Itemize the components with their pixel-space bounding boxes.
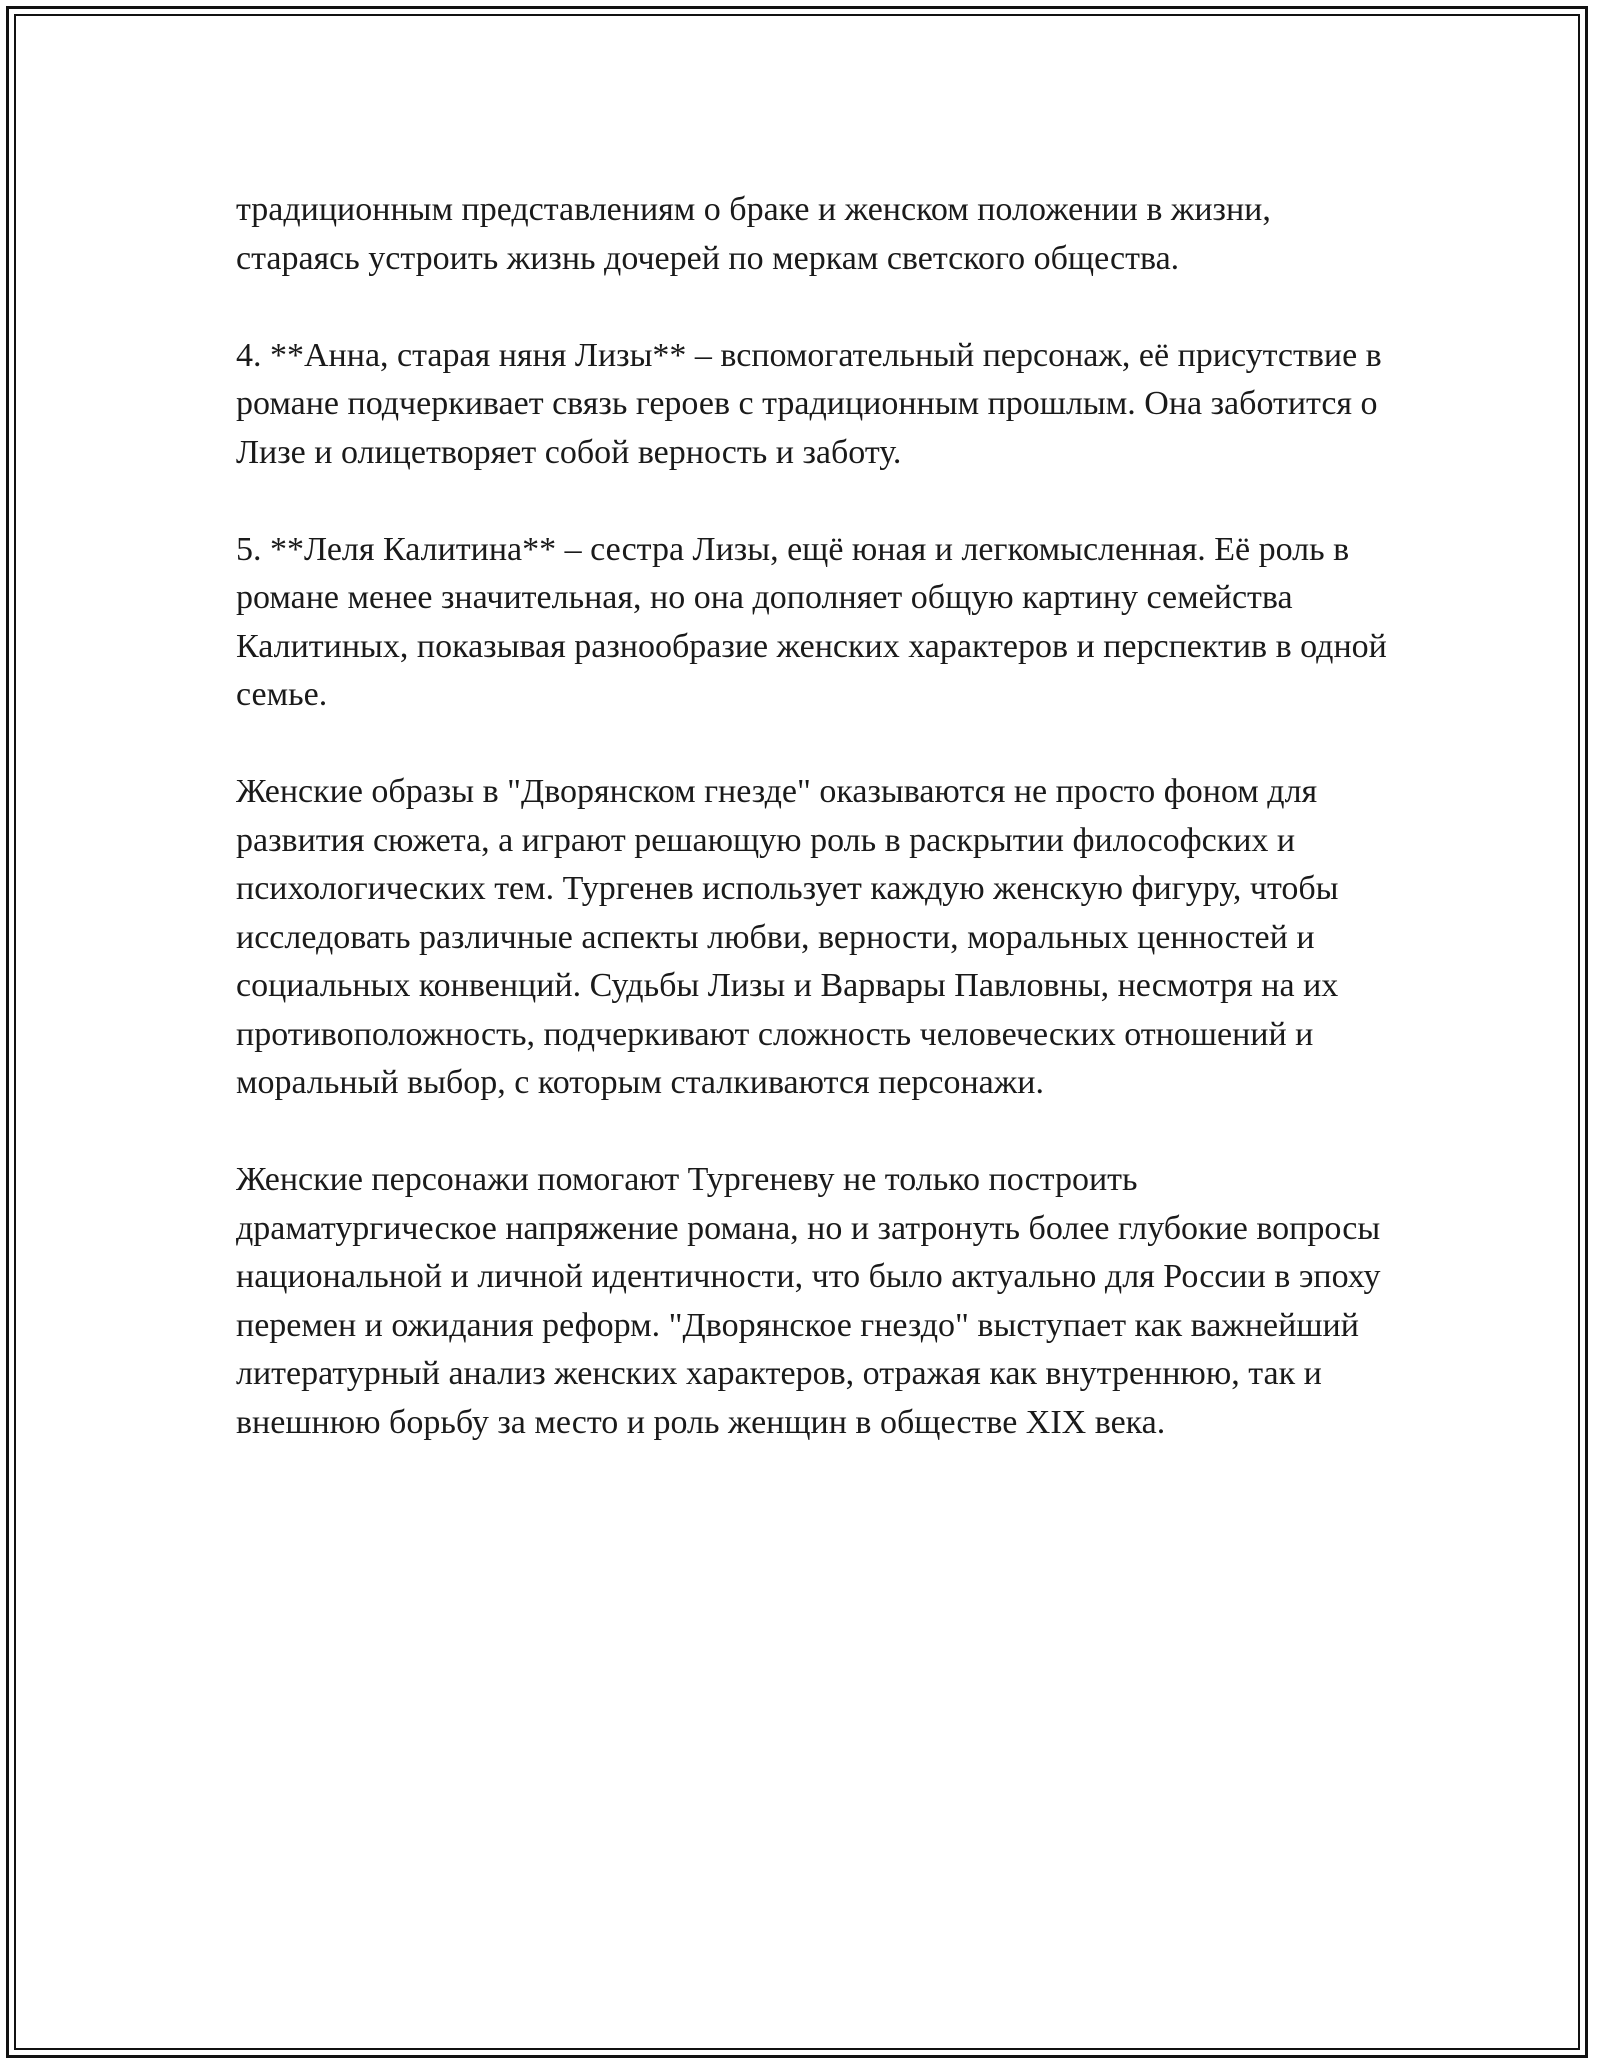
paragraph-item-4-anna: 4. **Анна, старая няня Лизы** – вспомогательный персонаж, её присутствие в романе подчеркивает связь героев с традиционным прошлым. Она заботится о Лизе и олицетворяет собой верность и заботу. [236,336,1382,471]
paragraph-female-images: Женские образы в "Дворянском гнезде" оказываются не просто фоном для развития сюжета, а играют решающую роль в раскрытии философских и психологических тем. Тургенев использует каждую женскую фигуру, чтобы исследовать различные аспекты любви, верности, моральных ценностей и социальных конвенций. Судьбы Лизы и Варвары Павловны, несмотря на их противоположность, подчеркивают сложность человеческих отношений и моральный выбор, с которым сталкиваются персонажи. [236,773,1339,1101]
paragraph-intro-continuation: традиционным представлениям о браке и женском положении в жизни, стараясь устроить жизнь дочерей по меркам светского общества. [236,191,1271,277]
paragraph-conclusion: Женские персонажи помогают Тургеневу не только построить драматургическое напряжение романа, но и затронуть более глубокие вопросы национальной и личной идентичности, что было актуально для России в эпоху перемен и ожидания реформ. "Дворянское гнездо" выступает как важнейший литературный анализ женских характеров, отражая как внутреннюю, так и внешнюю борьбу за место и роль женщин в обществе XIX века. [236,1161,1381,1441]
paragraph-item-5-lelya: 5. **Леля Калитина** – сестра Лизы, ещё юная и легкомысленная. Её роль в романе менее значительная, но она дополняет общую картину семейства Калитиных, показывая разнообразие женских характеров и перспектив в одной семье. [236,530,1387,713]
document-body [236,186,1396,1496]
